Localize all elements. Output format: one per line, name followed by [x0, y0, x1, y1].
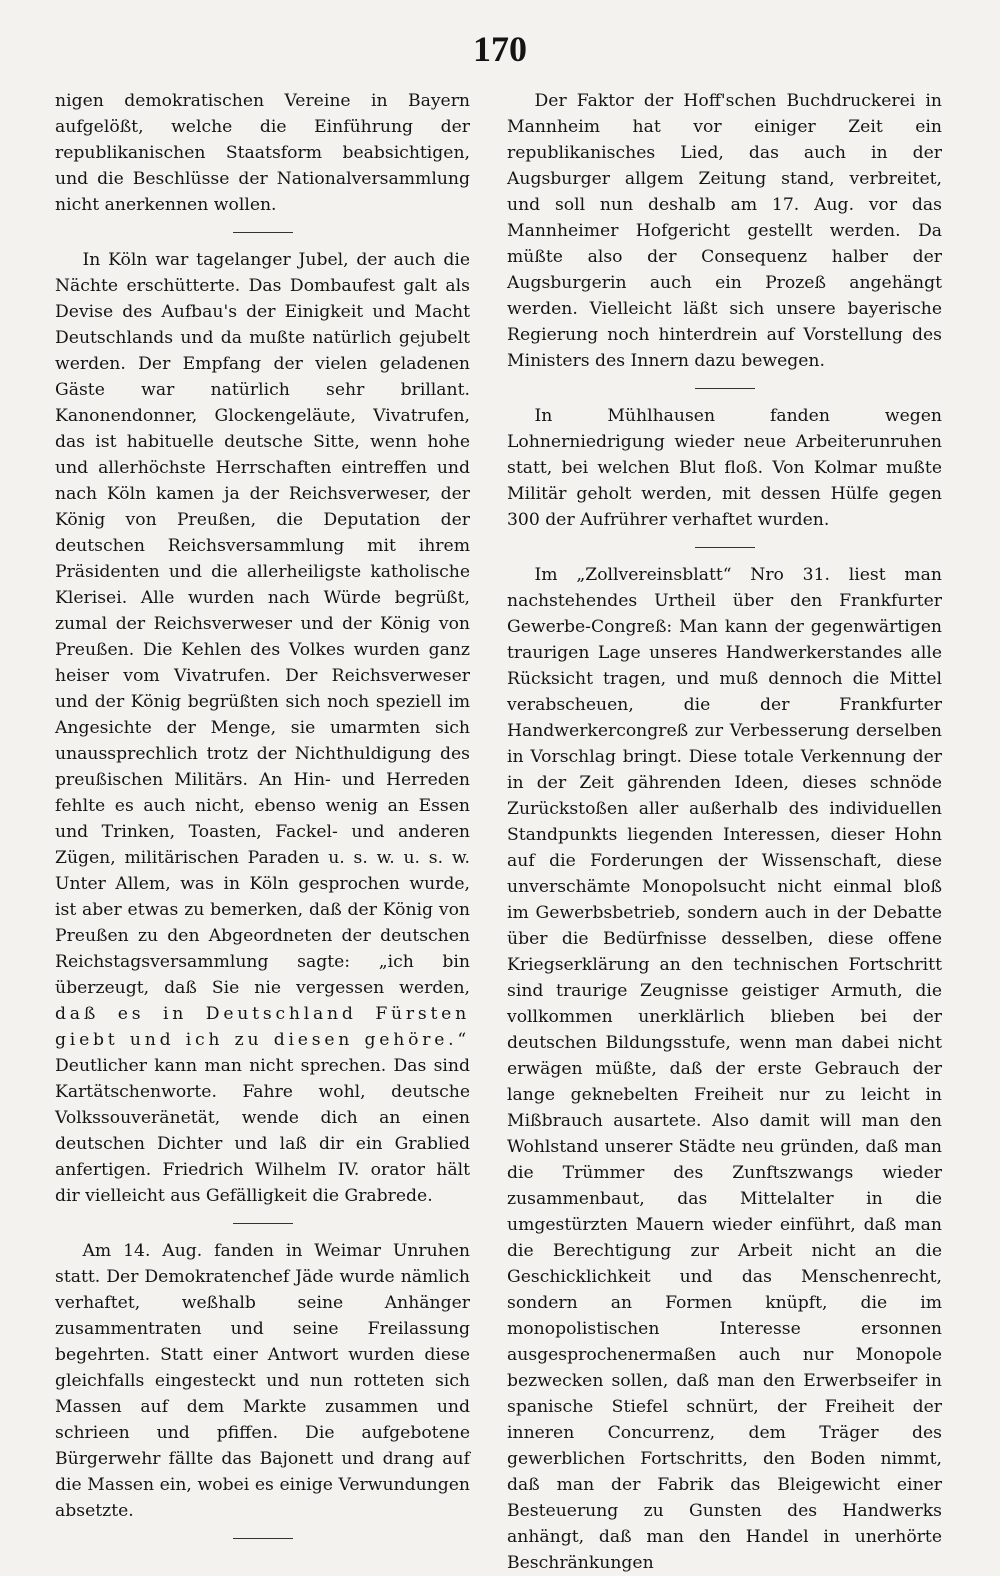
- article-separator: [695, 388, 755, 389]
- article-separator: [233, 232, 293, 233]
- article-cologne-dombaufest: [55, 247, 470, 1209]
- article-cologne-text: In Köln war tagelanger Jubel, der auch die Nächte erschütterte. Das Dombaufest galt als Devise des Aufbau's der Einigkeit und Macht Deutschlands und da mußte natürlich gejubelt werden. Der Empfang der vielen geladenen Gäste war natürlich sehr brillant. Kanonendonner, Glockengeläute, Vivatrufen, das ist habituelle deutsche Sitte, wenn hohe und allerhöchste Herrschaften eintreffen und nach Köln kamen ja der Reichsverweser, der König von Preußen, die Deputation der deutschen Reichsversammlung mit ihrem Präsidenten und die allerheiligste katholische Klerisei. Alle wurden nach Würde begrüßt, zumal der Reichsverweser und der König von Preußen. Die Kehlen des Volkes wurden ganz heiser vom Vivatrufen. Der Reichsverweser und der König begrüßten sich noch speziell im Angesichte der Menge, sie umarmten sich unaussprechlich trotz der Nichthuldigung des preußischen Militärs. An Hin- und Herreden fehlte es auch nicht, ebenso wenig an Essen und Trinken, Toasten, Fackel- und anderen Zügen, militärischen Paraden u. s. w. u. s. w. Unter Allem, was in Köln gesprochen wurde, ist aber etwas zu bemerken, daß der König von Preußen zu den Abgeordneten der deutschen Reichstagsversammlung sagte: „ich bin überzeugt, daß Sie nie vergessen werden,: [55, 250, 470, 998]
- left-column: [55, 88, 470, 1553]
- article-weimar-unrest: Am 14. Aug. fanden in Weimar Unruhen statt. Der Demokratenchef Jäde wurde nämlich verhaftet, weßhalb seine Anhänger zusammentraten und seine Freilassung begehrten. Statt einer Antwort wurden diese gleichfalls eingesteckt und nun rotteten sich Massen auf dem Markte zusammen und schrieen und pfiffen. Die aufgebotene Bürgerwehr fällte das Bajonett und drang auf die Massen ein, wobei es einige Verwundungen absetzte.: [55, 1241, 470, 1521]
- article-separator: [233, 1538, 293, 1539]
- article-muehlhausen-unrest: In Mühlhausen fanden wegen Lohnerniedrigung wieder neue Arbeiterunruhen statt, bei welchen Blut floß. Von Kolmar mußte Militär geholt werden, mit dessen Hülfe gegen 300 der Aufrührer verhaftet wurden.: [507, 406, 942, 530]
- page-number: 170: [473, 29, 527, 69]
- article-separator: [233, 1223, 293, 1224]
- article-mannheim-printer: Der Faktor der Hoff'schen Buchdruckerei in Mannheim hat vor einiger Zeit ein republikanisches Lied, das auch in der Augsburger allgem Zeitung stand, verbreitet, und soll nun deshalb am 17. Aug. vor das Mannheimer Hofgericht gestellt werden. Da müßte also der Consequenz halber der Augsburgerin auch ein Prozeß angehängt werden. Vielleicht läßt sich unsere bayerische Regierung noch hinterdrein auf Vorstellung des Ministers des Innern dazu bewegen.: [507, 91, 942, 371]
- article-cologne-tail: Deutlicher kann man nicht sprechen. Das sind Kartätschenworte. Fahre wohl, deutsche Volkssouveränetät, wende dich an einen deutschen Dichter und laß dir ein Grablied anfertigen. Friedrich Wilhelm IV. orator hält dir vielleicht aus Gefälligkeit die Grabrede.: [55, 1056, 470, 1206]
- king-quote-emphasis: daß es in Deutschland Fürsten giebt und ich zu diesen gehöre.“: [55, 1004, 470, 1050]
- article-separator: [695, 547, 755, 548]
- article-fragment-democratic-associations: nigen demokratischen Vereine in Bayern aufgelößt, welche die Einführung der republikanischen Staatsform beabsichtigen, und die Beschlüsse der Nationalversammlung nicht anerkennen wollen.: [55, 91, 470, 215]
- article-zollvereinsblatt: Im „Zollvereinsblatt“ Nro 31. liest man nachstehendes Urtheil über den Frankfurter Gewerbe-Congreß: Man kann der gegenwärtigen traurigen Lage unseres Handwerkerstandes alle Rücksicht tragen, und muß dennoch die Mittel verabscheuen, die der Frankfurter Handwerkercongreß zur Verbesserung derselben in Vorschlag bringt. Diese totale Verkennung der in der Zeit gährenden Ideen, dieses schnöde Zurückstoßen aller außerhalb des individuellen Standpunkts liegenden Interessen, dieser Hohn auf die Forderungen der Wissenschaft, diese unverschämte Monopolsucht nicht einmal bloß im Gewerbsbetrieb, sondern auch in der Debatte über die Bedürfnisse desselben, diese offene Kriegserklärung an den technischen Fortschritt sind traurige Zeugnisse geistiger Armuth, die vollkommen unerklärlich blieben bei der deutschen Bildungsstufe, wenn man dabei nicht erwägen müßte, daß der erste Gebrauch der lange geknebelten Freiheit nur zu leicht in Mißbrauch ausartete. Also damit will man den Wohlstand unserer Städte neu gründen, daß man die Trümmer des Zunftszwangs wieder zusammenbaut, das Mittelalter in die umgestürzten Mauern wieder einführt, daß man die Berechtigung zur Arbeit nicht an die Geschicklichkeit und das Menschenrecht, sondern an Formen knüpft, die im monopolistischen Interesse ersonnen ausgesprochenermaßen auch nur Monopole bezwecken sollen, daß man den Erwerbseifer in spanische Stiefel schnürt, der Freiheit der inneren Concurrenz, dem Träger des gewerblichen Fortschritts, den Boden nimmt, daß man der Fabrik das Bleigewicht einer Besteuerung zu Gunsten des Handwerks anhängt, daß man den Handel in unerhörte Beschränkungen: [507, 565, 942, 1573]
- right-column: [507, 88, 942, 1576]
